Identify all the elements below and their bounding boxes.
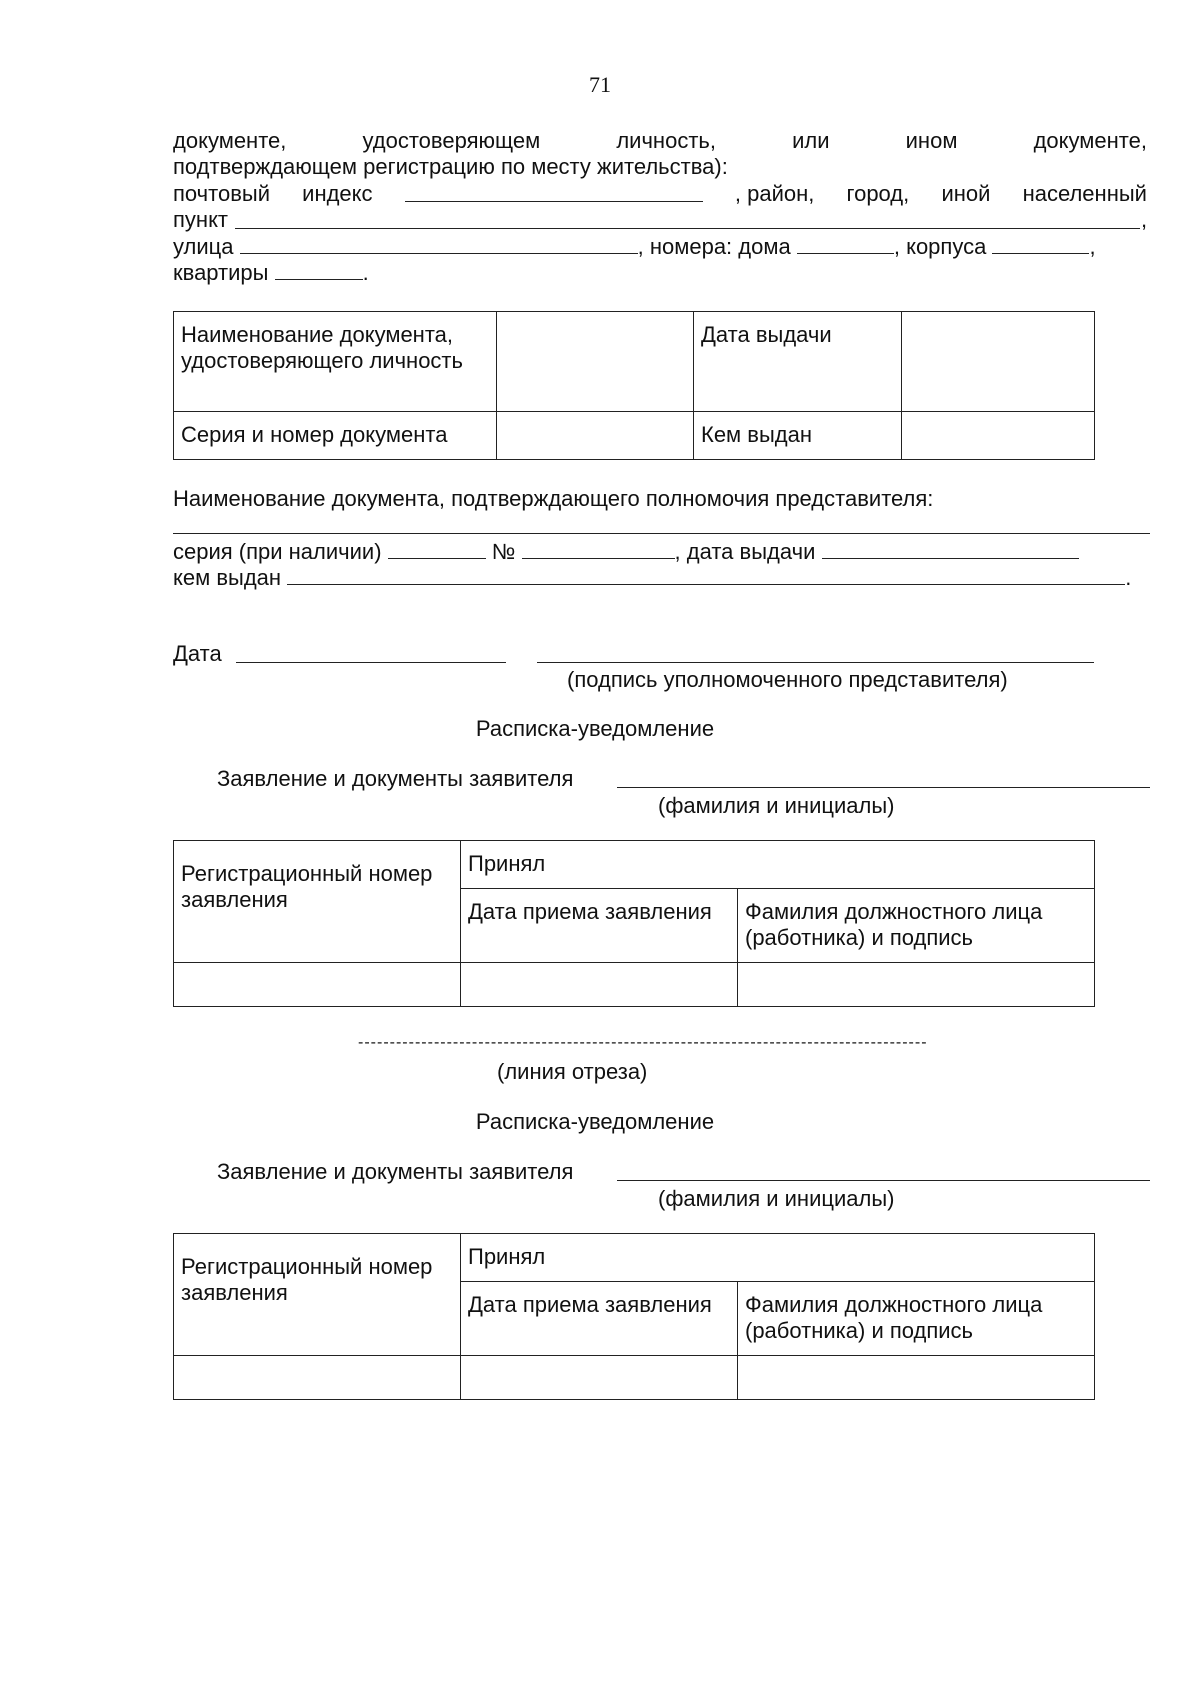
receipt-2-accept-date-label: Дата приема заявления — [461, 1282, 738, 1356]
apartment-period: . — [362, 260, 369, 285]
building-label: , корпуса — [893, 234, 987, 259]
receipt-1-reg-number-value[interactable] — [174, 963, 461, 1007]
representative-period: . — [1125, 565, 1132, 590]
postal-tail-1: , район, — [734, 181, 815, 206]
receipt-1-accept-date-value[interactable] — [461, 963, 738, 1007]
receipt-1-applicant-field[interactable] — [617, 787, 1150, 788]
issue-date-value[interactable] — [902, 312, 1095, 412]
street-comma: , — [1089, 234, 1096, 259]
receipt-1-official-label: Фамилия должностного лица (работника) и подпись — [738, 889, 1095, 963]
word: документе, — [1033, 128, 1147, 153]
cut-line: ------------------------------------------------------------------------------------------ — [358, 1034, 928, 1051]
receipt-2-reg-number-value[interactable] — [174, 1356, 461, 1400]
receipt-2-accept-date-value[interactable] — [461, 1356, 738, 1400]
word: документе, — [173, 128, 287, 153]
representative-doc-field[interactable] — [173, 533, 1150, 534]
building-field[interactable] — [992, 233, 1089, 254]
postal-tail-4: населенный — [1022, 181, 1147, 206]
address-line-1 — [173, 128, 1147, 154]
receipt-1-name-caption: (фамилия и инициалы) — [658, 793, 895, 818]
series-number-label: Серия и номер документа — [174, 412, 497, 460]
point-label: пункт — [173, 207, 229, 232]
number-field[interactable] — [522, 538, 675, 559]
street-line — [173, 233, 1096, 260]
street-field[interactable] — [240, 233, 638, 254]
id-document-table — [173, 311, 1095, 460]
date-label: Дата — [173, 641, 222, 666]
number-label: № — [491, 539, 516, 564]
doc-name-value[interactable] — [497, 312, 694, 412]
apartment-field[interactable] — [275, 259, 363, 280]
settlement-field[interactable] — [235, 228, 1140, 229]
postal-line — [173, 181, 1147, 207]
date-field[interactable] — [236, 662, 506, 663]
page-number: 71 — [589, 72, 611, 97]
house-label: , номера: дома — [637, 234, 791, 259]
word: или — [792, 128, 830, 153]
receipt-2-title: Расписка-уведомление — [475, 1109, 715, 1134]
issued-by-label: Кем выдан — [694, 412, 902, 460]
signature-caption: (подпись уполномоченного представителя) — [567, 667, 1008, 692]
representative-issue-date-label: , дата выдачи — [674, 539, 816, 564]
representative-doc-label: Наименование документа, подтверждающего полномочия представителя: — [173, 486, 934, 511]
receipt-2-reg-number-label: Регистрационный номер заявления — [174, 1234, 461, 1356]
receipt-2-accepted-label: Принял — [461, 1234, 1095, 1282]
word: удостоверяющем — [362, 128, 541, 153]
signature-field[interactable] — [537, 662, 1094, 663]
representative-issued-by-field[interactable] — [287, 564, 1125, 585]
word: ином — [905, 128, 958, 153]
receipt-2-official-value[interactable] — [738, 1356, 1095, 1400]
postal-label-2: индекс — [302, 181, 373, 206]
series-label: серия (при наличии) — [173, 539, 382, 564]
issue-date-label: Дата выдачи — [694, 312, 902, 412]
cut-line-caption: (линия отреза) — [497, 1059, 648, 1084]
receipt-1-accept-date-label: Дата приема заявления — [461, 889, 738, 963]
receipt-1-title: Расписка-уведомление — [475, 716, 715, 741]
receipt-2-applicant-field[interactable] — [617, 1180, 1150, 1181]
receipt-1-accepted-label: Принял — [461, 841, 1095, 889]
word: личность, — [616, 128, 716, 153]
representative-issue-date-field[interactable] — [822, 538, 1079, 559]
receipt-2-applicant-label: Заявление и документы заявителя — [217, 1159, 574, 1184]
apartment-line — [173, 259, 369, 286]
postal-tail-3: иной — [941, 181, 991, 206]
postal-label: почтовый — [173, 181, 270, 206]
representative-series-line — [173, 538, 1079, 565]
series-number-value[interactable] — [497, 412, 694, 460]
receipt-1-applicant-label: Заявление и документы заявителя — [217, 766, 574, 791]
representative-issued-by-label: кем выдан — [173, 565, 282, 590]
address-line-2: подтверждающем регистрацию по месту жительства): — [173, 154, 728, 179]
doc-name-label: Наименование документа, удостоверяющего личность — [174, 312, 497, 412]
apartment-label: квартиры — [173, 260, 269, 285]
receipt-1-official-value[interactable] — [738, 963, 1095, 1007]
series-field[interactable] — [388, 538, 486, 559]
house-field[interactable] — [797, 233, 894, 254]
receipt-1-reg-number-label: Регистрационный номер заявления — [174, 841, 461, 963]
receipt-2-official-label: Фамилия должностного лица (работника) и подпись — [738, 1282, 1095, 1356]
receipt-2-name-caption: (фамилия и инициалы) — [658, 1186, 895, 1211]
representative-issued-by-line — [173, 564, 1131, 591]
street-label: улица — [173, 234, 234, 259]
receipt-2-table — [173, 1233, 1095, 1400]
postal-code-field[interactable] — [405, 181, 703, 202]
receipt-1-table — [173, 840, 1095, 1007]
postal-tail-2: город, — [846, 181, 910, 206]
issued-by-value[interactable] — [902, 412, 1095, 460]
point-comma: , — [1141, 207, 1148, 232]
